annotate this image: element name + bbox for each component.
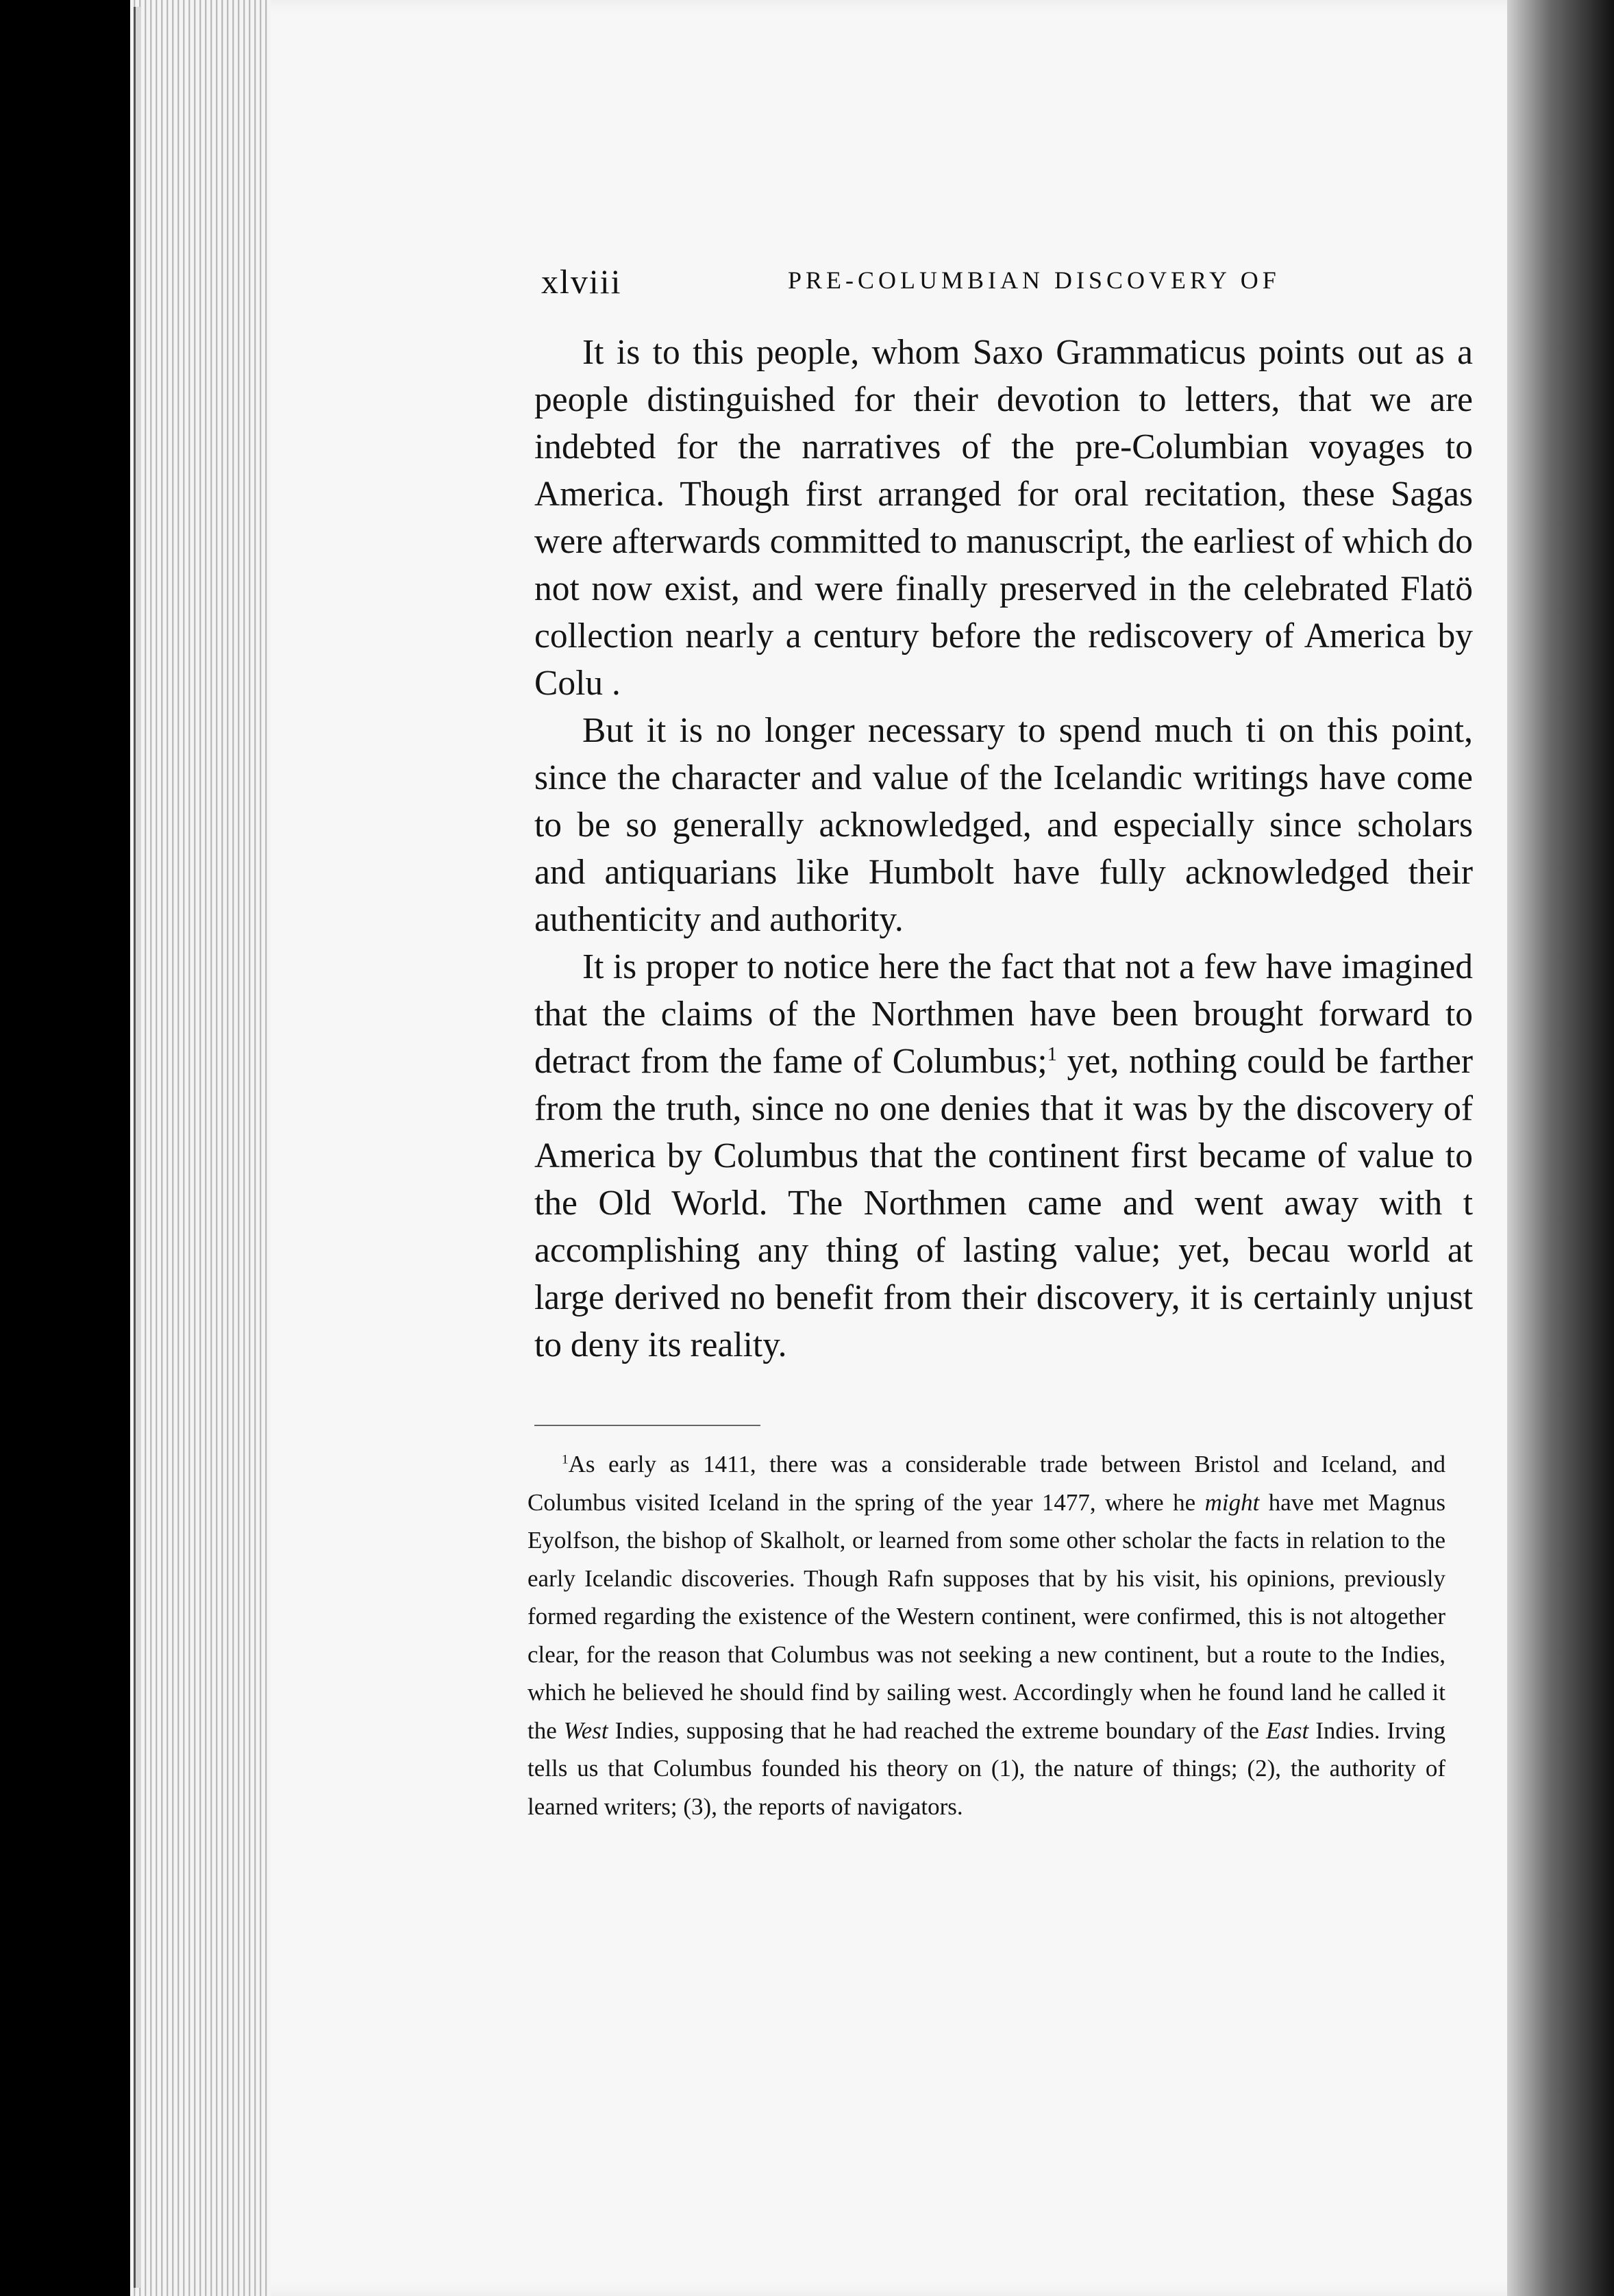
body-text [534,329,1473,1369]
running-head: PRE-COLUMBIAN DISCOVERY OF [788,266,1280,294]
footnote-mark: 1 [562,1452,569,1467]
footnote-reference: 1 [1047,1043,1057,1065]
page-stack [130,0,288,2296]
paragraph-3: It is proper to notice here the fact that not a few have imagined that the claims of the Northmen have been brought forward to detract from the fame of Columbus;$^1$ yet, nothing could be farther from the truth, since no one denies that it was by the discovery of America by Columbus that the continent first became of value to the Old World. The Northmen came and went away with t accomplishing any thing of lasting value; yet, becau world at large derived no benefit from their discovery, it is certainly unjust to deny its reality. [534,947,1473,1364]
page-number: xlviii [541,262,622,301]
footnote: $^1$As early as 1411, there was a considerable trade between Bristol and Iceland, and Columbus visited Iceland in the spring of the year 1477, where he might have met Magnus Eyolfson, the bishop of Skalholt, or learned from some other scholar the facts in relation to the early Icelandic discoveries. Though Rafn supposes that by his visit, his opinions, previously formed regarding the existence of the Western continent, were confirmed, this is not altogether clear, for the reason that Columbus was not seeking a new continent, but a route to the Indies, which he believed he should find by sailing west. Accordingly when he found land he called it the West Indies, supposing that he had reached the extreme boundary of the East Indies. Irving tells us that Columbus founded his theory on (1), the nature of things; (2), the authority of learned writers; (3), the reports of navigators. [527,1451,1445,1820]
paragraph-1: It is to this people, whom Saxo Grammaticus points out as a people distinguished for their devotion to letters, that we are indebted for the narratives of the pre-Columbian voyages to America. Though first arranged for oral recitation, these Sagas were afterwards committed to manuscript, the earliest of which do not now exist, and were finally preserved in the celebrated Flatö collection nearly a century before the rediscovery of America by Colu . [534,333,1473,703]
paragraph-2: But it is no longer necessary to spend much ti on this point, since the character and value of the Icelandic writings have come to be so generally acknowledged, and especially since scholars and antiquarians like Humbolt have fully acknowledged their authenticity and authority. [534,711,1473,939]
page-header [541,262,1473,303]
footnote-rule [534,1425,760,1426]
gutter-shadow [1507,0,1614,2296]
book-edge [134,7,141,2288]
